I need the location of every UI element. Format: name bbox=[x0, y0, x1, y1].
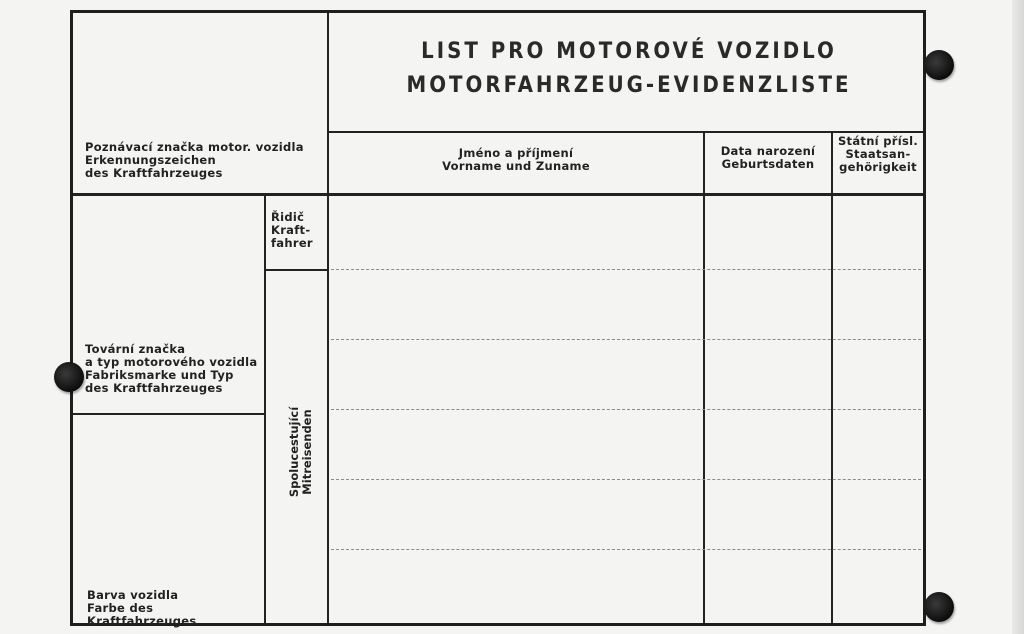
form-title bbox=[331, 35, 927, 103]
make-label: Tovární značka a typ motorového vozidla Fabriksmarke und Typ des Kraftfahrzeuges bbox=[85, 342, 258, 395]
entry-line bbox=[331, 479, 921, 480]
column-header-nationality: Státní přísl. Staatsan- gehörigkeit bbox=[837, 134, 919, 174]
driver-row-line bbox=[266, 269, 328, 271]
driver-label: Řidič Kraft- fahrer bbox=[271, 210, 313, 250]
vehicle-record-form bbox=[70, 10, 926, 626]
color-label: Barva vozidla Farbe des Kraftfahrzeuges bbox=[87, 588, 197, 628]
paper-edge bbox=[1012, 0, 1024, 634]
plate-label: Poznávací značka motor. vozidla Erkennungszeichen des Kraftfahrzeuges bbox=[85, 140, 304, 180]
entry-line bbox=[331, 409, 921, 410]
passengers-cell bbox=[269, 279, 333, 625]
punch-hole-icon bbox=[54, 362, 84, 392]
title-bottom-line bbox=[329, 131, 923, 133]
entry-line bbox=[331, 339, 921, 340]
entry-line bbox=[331, 269, 921, 270]
make-row-line bbox=[73, 413, 264, 415]
entry-line bbox=[331, 549, 921, 550]
punch-hole-icon bbox=[924, 592, 954, 622]
title-czech: LIST PRO MOTOROVÉ VOZIDLO bbox=[421, 39, 837, 64]
title-german: MOTORFAHRZEUG-EVIDENZLISTE bbox=[406, 73, 852, 98]
column-header-name: Jméno a příjmení Vorname und Zuname bbox=[442, 146, 590, 173]
punch-hole-icon bbox=[924, 50, 954, 80]
header-bottom-line bbox=[73, 193, 923, 196]
passengers-label: Spolucestující Mitreisenden bbox=[287, 406, 314, 498]
column-header-birthdate: Data narození Geburtsdaten bbox=[720, 144, 816, 171]
role-column-divider bbox=[264, 196, 266, 623]
